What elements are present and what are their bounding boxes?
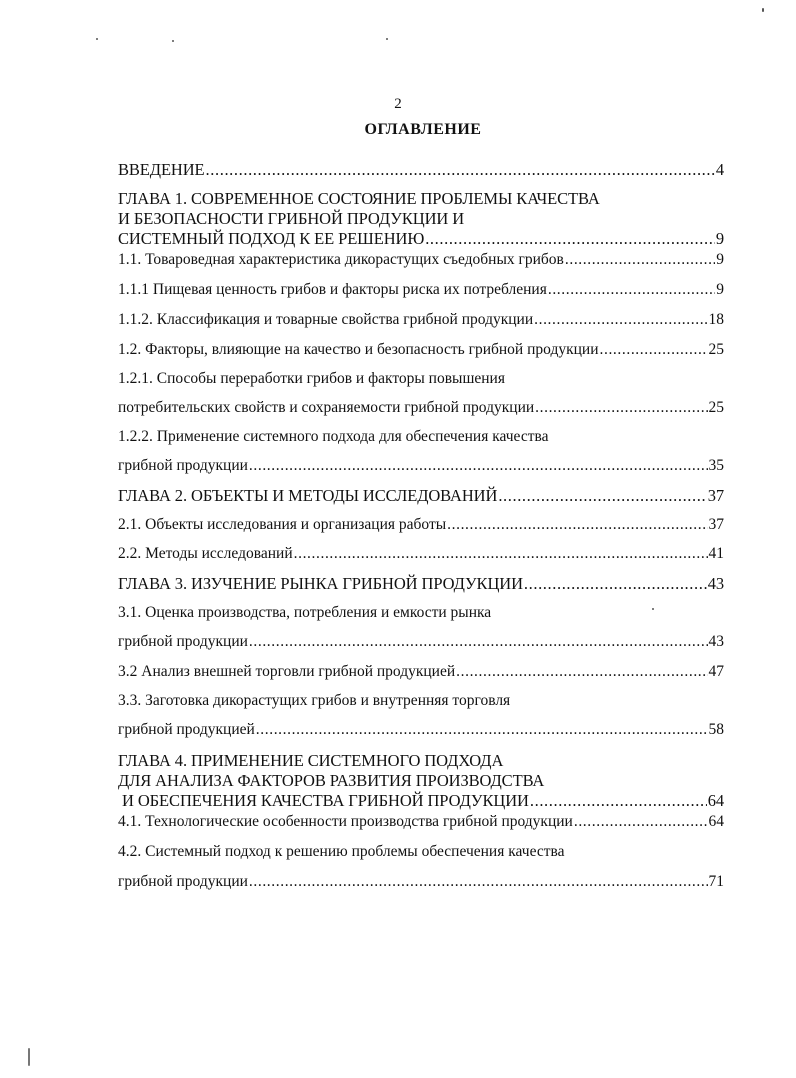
toc-entry-3-3-line-1 — [118, 692, 724, 710]
toc-entry-introduction — [118, 160, 724, 180]
toc-entry-text: ГЛАВА 2. ОБЪЕКТЫ И МЕТОДЫ ИССЛЕДОВАНИЙ — [118, 486, 498, 505]
toc-entry-text: грибной продукции — [118, 633, 248, 650]
toc-entry-text: И ОБЕСПЕЧЕНИЯ КАЧЕСТВА ГРИБНОЙ ПРОДУКЦИИ — [118, 791, 529, 810]
toc-entry-1-2-1-line-1 — [118, 370, 724, 388]
toc-entry-text: 1.2.2. Применение системного подхода для обеспечения качества — [118, 428, 549, 445]
toc-entry-page: 37 — [708, 516, 724, 533]
toc-entry-chapter-1-line-2 — [118, 209, 724, 229]
toc-entry-4-2-line-2 — [118, 873, 724, 891]
toc-entry-page: 47 — [708, 663, 724, 680]
toc-entry-text: потребительских свойств и сохраняемости грибной продукции — [118, 399, 535, 416]
toc-entry-chapter-4-line-2 — [118, 771, 724, 791]
toc-leader-dots — [565, 251, 715, 269]
toc-entry-page: 35 — [708, 457, 724, 474]
scan-speck — [652, 608, 654, 610]
toc-entry-text: И БЕЗОПАСНОСТИ ГРИБНОЙ ПРОДУКЦИИ И — [118, 209, 465, 228]
toc-entry-text: 4.1. Технологические особенности производства грибной продукции — [118, 813, 573, 830]
toc-entry-3-3-line-2 — [118, 721, 724, 739]
toc-entry-text: грибной продукции — [118, 457, 248, 474]
toc-entry-page: 58 — [708, 721, 724, 738]
toc-entry-text: 1.1. Товароведная характеристика дикорастущих съедобных грибов — [118, 251, 564, 268]
toc-entry-text: 1.2.1. Способы переработки грибов и факторы повышения — [118, 370, 505, 387]
toc-leader-dots — [535, 399, 707, 417]
toc-entry-text: ГЛАВА 1. СОВРЕМЕННОЕ СОСТОЯНИЕ ПРОБЛЕМЫ КАЧЕСТВА — [118, 189, 600, 208]
toc-entry-2-2 — [118, 545, 724, 563]
toc-entry-page: 25 — [708, 341, 724, 358]
toc-entry-3-2 — [118, 663, 724, 681]
toc-entry-page: 43 — [708, 633, 724, 650]
toc-entry-page: 18 — [708, 311, 724, 328]
toc-entry-text: 3.3. Заготовка дикорастущих грибов и внутренняя торговля — [118, 692, 511, 709]
toc-entry-text: грибной продукции — [118, 873, 248, 890]
toc-entry-1-2-2-line-1 — [118, 428, 724, 446]
toc-leader-dots — [249, 873, 708, 891]
toc-leader-dots — [524, 574, 707, 594]
toc-entry-text: 1.1.2. Классификация и товарные свойства грибной продукции — [118, 311, 534, 328]
toc-entry-1-2 — [118, 341, 724, 359]
toc-entry-1-2-2-line-2 — [118, 457, 724, 475]
toc-entry-chapter-1-line-1 — [118, 189, 724, 209]
toc-entry-page: 41 — [708, 545, 724, 562]
toc-leader-dots — [294, 545, 708, 563]
toc-entry-3-1-line-2 — [118, 633, 724, 651]
toc-entry-text: 3.2 Анализ внешней торговли грибной продукцией — [118, 663, 456, 680]
toc-entry-text: ГЛАВА 4. ПРИМЕНЕНИЕ СИСТЕМНОГО ПОДХОДА — [118, 751, 504, 770]
toc-entry-page: 9 — [715, 229, 724, 248]
scan-speck — [172, 40, 174, 42]
toc-leader-dots — [206, 160, 715, 180]
toc-entry-chapter-4-line-1 — [118, 751, 724, 771]
toc-entry-text: 4.2. Системный подход к решению проблемы обеспечения качества — [118, 843, 565, 860]
toc-leader-dots — [498, 486, 706, 506]
toc-entry-3-1-line-1 — [118, 604, 724, 622]
toc-entry-text: СИСТЕМНЫЙ ПОДХОД К ЕЕ РЕШЕНИЮ — [118, 229, 425, 248]
toc-leader-dots — [600, 341, 708, 359]
page-number: 2 — [394, 96, 402, 112]
toc-entry-page: 64 — [708, 813, 724, 830]
toc-entry-page: 43 — [707, 574, 724, 593]
toc-entry-text: ГЛАВА 3. ИЗУЧЕНИЕ РЫНКА ГРИБНОЙ ПРОДУКЦИИ — [118, 574, 523, 593]
toc-leader-dots — [574, 813, 708, 831]
toc-entry-page: 37 — [707, 486, 724, 505]
toc-entry-4-2-line-1 — [118, 843, 724, 861]
toc-entry-4-1 — [118, 813, 724, 831]
toc-entry-text: 1.1.1 Пищевая ценность грибов и факторы риска их потребления — [118, 281, 547, 298]
toc-entry-page: 4 — [715, 160, 724, 179]
scan-speck — [386, 38, 388, 40]
toc-entry-page: 64 — [707, 791, 724, 810]
toc-leader-dots — [447, 516, 707, 534]
toc-leader-dots — [256, 721, 708, 739]
toc-entry-text: ВВЕДЕНИЕ — [118, 160, 205, 179]
toc-entry-page: 9 — [716, 251, 724, 268]
toc-entry-chapter-2 — [118, 486, 724, 506]
toc-entry-page: 9 — [716, 281, 724, 298]
toc-leader-dots — [548, 281, 715, 299]
toc-entry-page: 71 — [708, 873, 724, 890]
toc-entry-text: 2.2. Методы исследований — [118, 545, 293, 562]
toc-entry-text: ДЛЯ АНАЛИЗА ФАКТОРОВ РАЗВИТИЯ ПРОИЗВОДСТВА — [118, 771, 545, 790]
toc-entry-page: 25 — [708, 399, 724, 416]
scan-speck — [28, 1048, 30, 1066]
toc-entry-text: 1.2. Факторы, влияющие на качество и безопасность грибной продукции — [118, 341, 599, 358]
toc-entry-chapter-3 — [118, 574, 724, 594]
scan-speck — [96, 38, 98, 40]
toc-leader-dots — [249, 457, 708, 475]
toc-entry-chapter-4-line-3 — [118, 791, 724, 811]
toc-entry-1-2-1-line-2 — [118, 399, 724, 417]
toc-entry-text: 2.1. Объекты исследования и организация работы — [118, 516, 447, 533]
toc-leader-dots — [425, 229, 715, 249]
toc-leader-dots — [534, 311, 707, 329]
toc-entry-text: 3.1. Оценка производства, потребления и емкости рынка — [118, 604, 492, 621]
toc-leader-dots — [249, 633, 708, 651]
toc-entry-2-1 — [118, 516, 724, 534]
toc-entry-1-1-2 — [118, 311, 724, 329]
toc-entry-chapter-1-line-3 — [118, 229, 724, 249]
toc-title: ОГЛАВЛЕНИЕ — [364, 121, 482, 138]
toc-entry-1-1-1 — [118, 281, 724, 299]
scan-speck — [762, 8, 764, 12]
toc-leader-dots — [456, 663, 707, 681]
toc-leader-dots — [530, 791, 707, 811]
toc-entry-text: грибной продукцией — [118, 721, 255, 738]
toc-entry-1-1 — [118, 251, 724, 269]
